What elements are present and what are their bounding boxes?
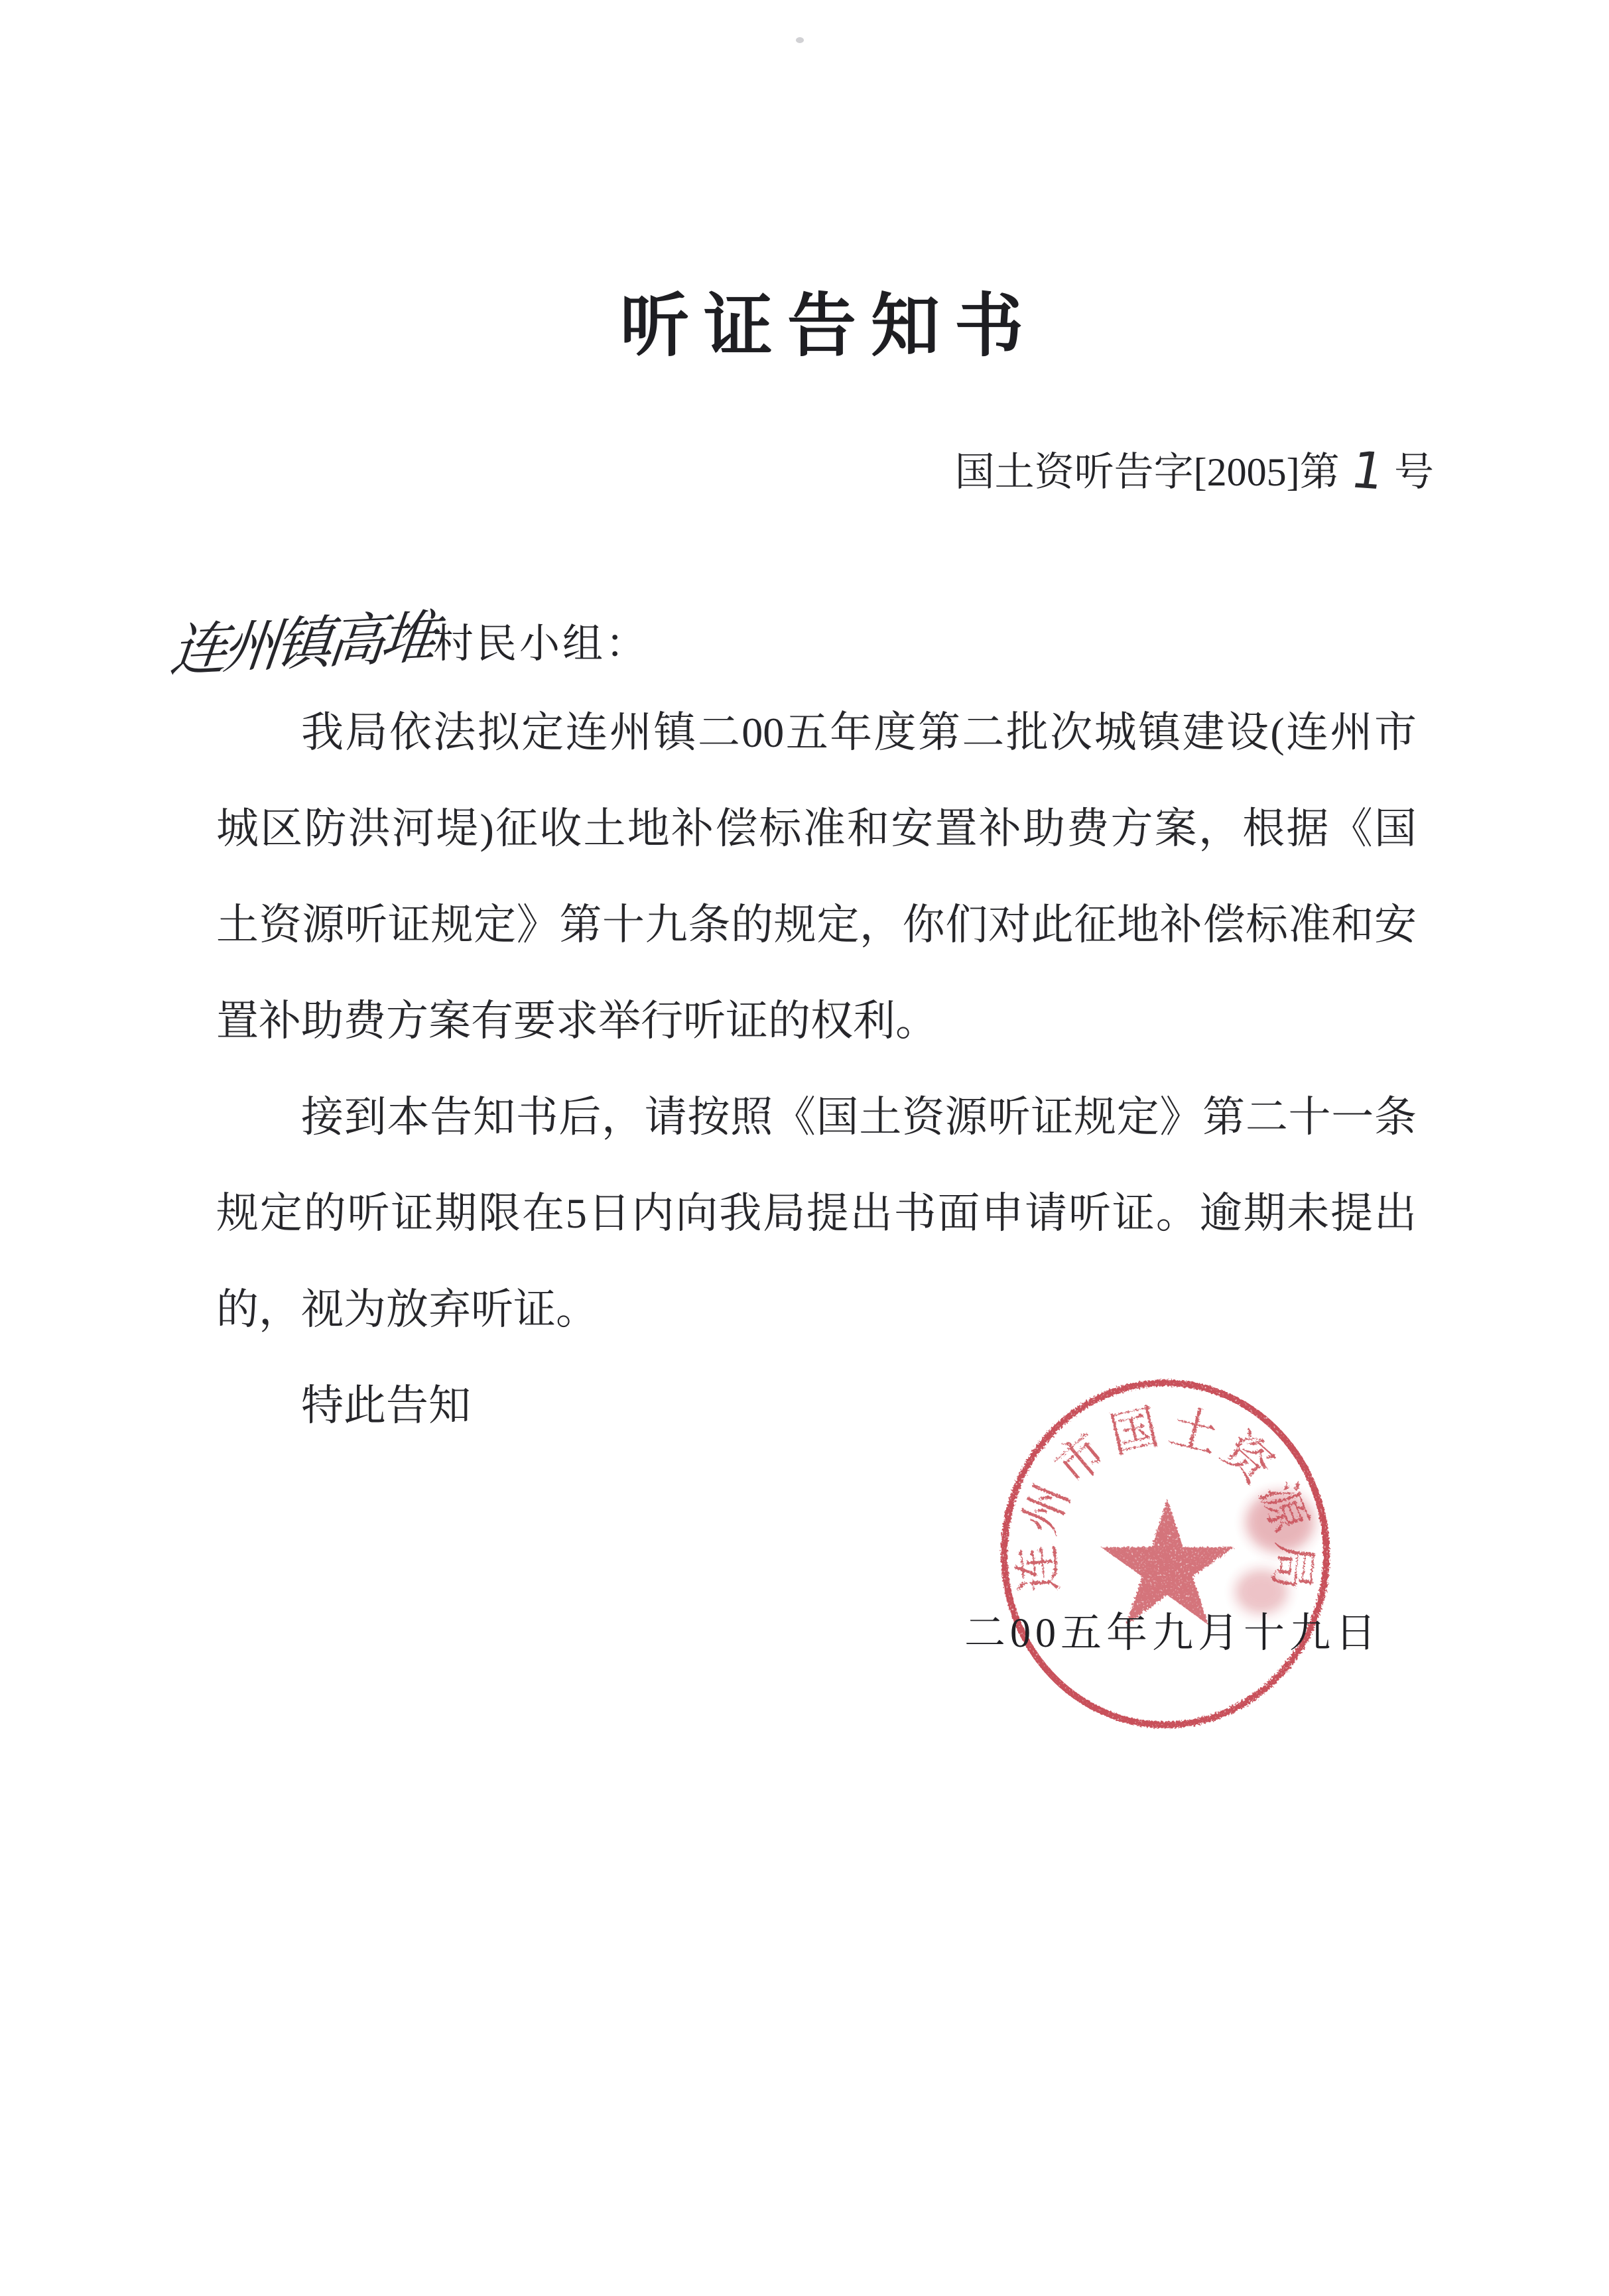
addressee-printed-label: 村民小组： <box>433 622 649 667</box>
scan-artifact-dot <box>796 37 804 43</box>
seal-smudge <box>1246 1492 1315 1553</box>
issue-date: 二00五年九月十九日 <box>964 1611 1382 1656</box>
addressee-line <box>167 605 649 687</box>
seal-text: 连州市国土资源局 <box>1009 1399 1321 1599</box>
doc-number-prefix: 国土资听告字[2005]第 <box>954 450 1340 494</box>
doc-number-suffix: 号 <box>1394 450 1434 494</box>
doc-number-handwritten-digit: 1 <box>1346 440 1389 501</box>
body-paragraph-2: 接到本告知书后，请按照《国土资源听证规定》第二十一条规定的听证期限在5日内向我局提出书面申请听证。逾期未提出的，视为放弃听证。 <box>216 1094 1417 1333</box>
body-paragraph-3: 特此告知 <box>301 1382 471 1429</box>
document-number <box>954 440 1434 501</box>
official-seal <box>982 1360 1353 1744</box>
addressee-handwritten-name: 连州镇高堆 <box>167 605 436 683</box>
document-body <box>216 684 1417 1454</box>
document-title: 听证告知书 <box>620 288 1039 365</box>
body-paragraph-1: 我局依法拟定连州镇二00五年度第二批次城镇建设(连州市城区防洪河堤)征收土地补偿标准和安置补助费方案，根据《国土资源听证规定》第十九条的规定，你们对此征地补偿标准和安置补助费方案有要求举行听证的权利。 <box>216 709 1417 1045</box>
